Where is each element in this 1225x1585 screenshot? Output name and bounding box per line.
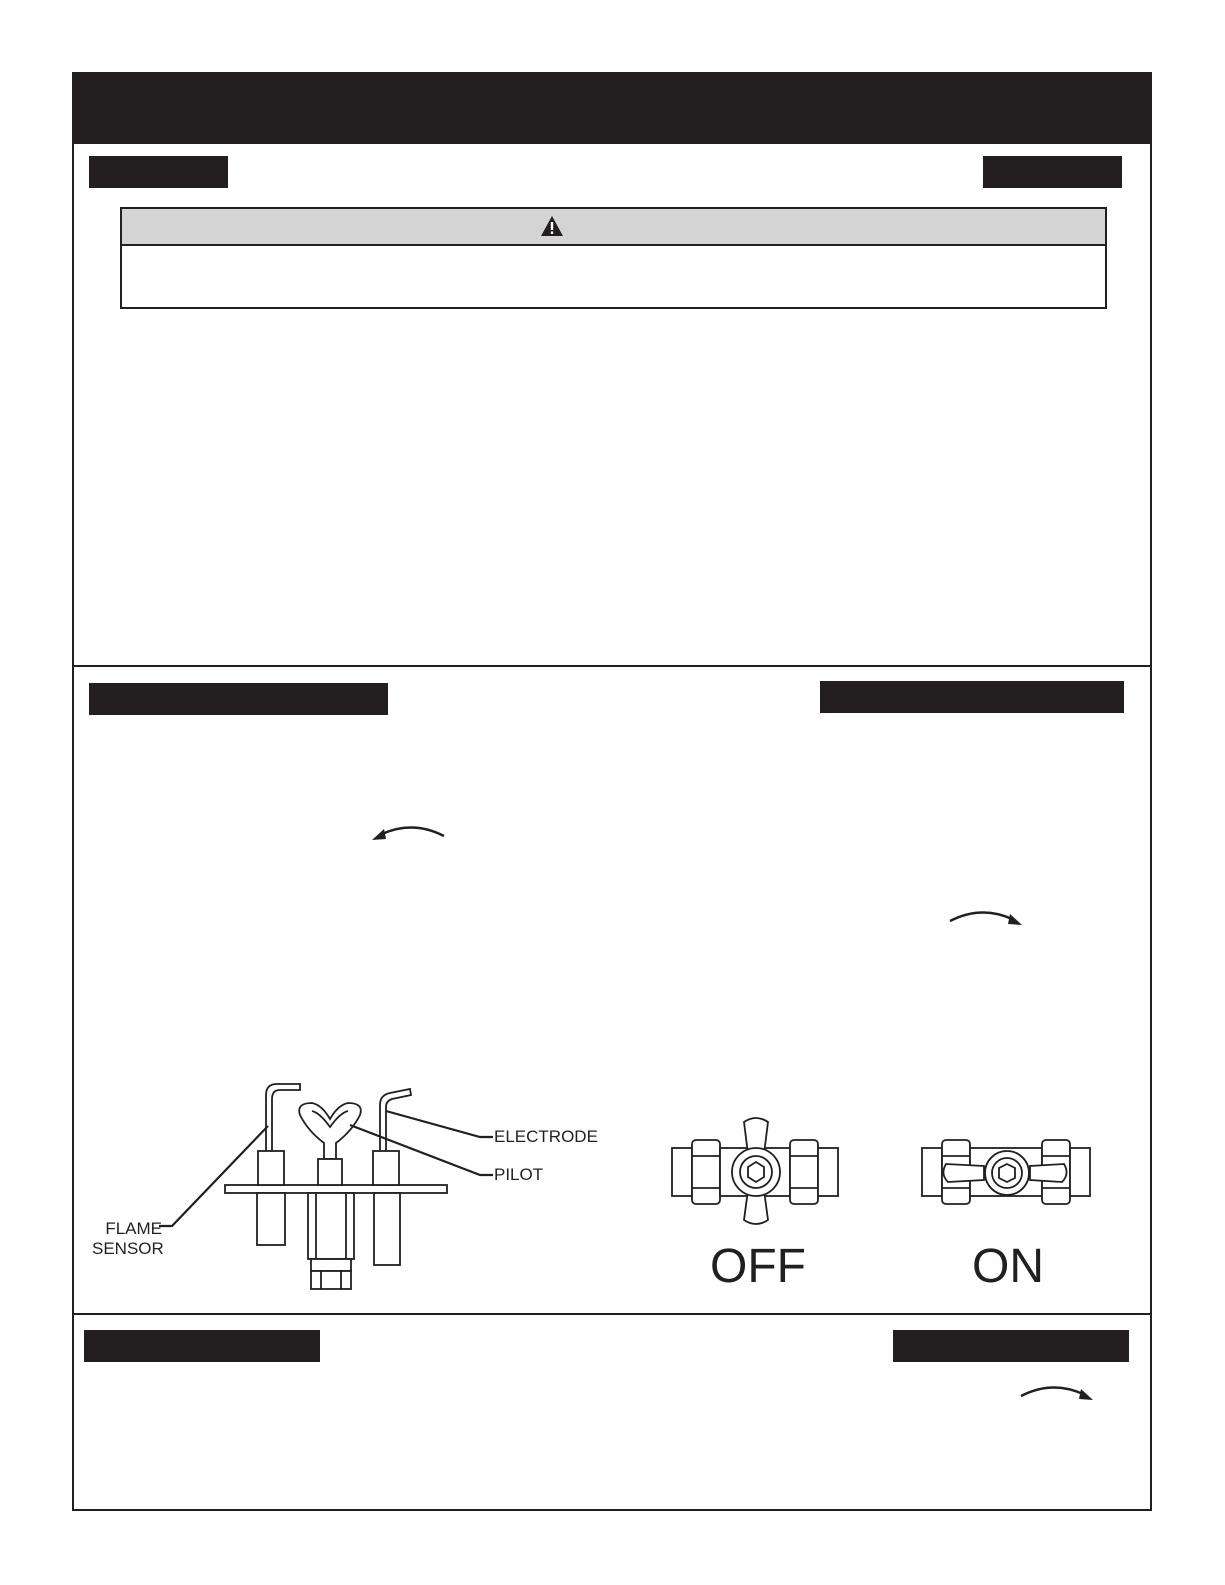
flame-sensor-label-line1: FLAME	[105, 1219, 162, 1238]
warning-box	[120, 207, 1107, 309]
valve-on-diagram	[918, 1124, 1096, 1224]
section-1-right-tab	[983, 156, 1122, 188]
header-bar	[72, 72, 1152, 144]
warning-header	[122, 209, 1105, 246]
section-divider-1	[72, 665, 1152, 667]
pilot-label: PILOT	[494, 1165, 544, 1184]
section-3-left-tab	[84, 1330, 320, 1362]
section-2-left-tab	[89, 683, 388, 715]
section-3-right-tab	[893, 1330, 1129, 1362]
curved-arrow-right-icon	[946, 905, 1026, 931]
valve-off-diagram	[668, 1112, 844, 1230]
valve-on-label: ON	[972, 1240, 1044, 1293]
flame-sensor-label	[92, 1219, 162, 1259]
section-divider-2	[72, 1313, 1152, 1315]
curved-arrow-right-icon	[1017, 1380, 1097, 1406]
flame-sensor-label-line2: SENSOR	[92, 1239, 164, 1258]
section-2-right-tab	[820, 681, 1124, 713]
curved-arrow-left-icon	[368, 820, 448, 846]
electrode-label: ELECTRODE	[494, 1127, 598, 1146]
warning-triangle-icon	[540, 215, 564, 237]
pilot-leader-lines	[150, 1095, 500, 1245]
section-1-left-tab	[89, 156, 228, 188]
valve-off-label: OFF	[710, 1240, 806, 1293]
